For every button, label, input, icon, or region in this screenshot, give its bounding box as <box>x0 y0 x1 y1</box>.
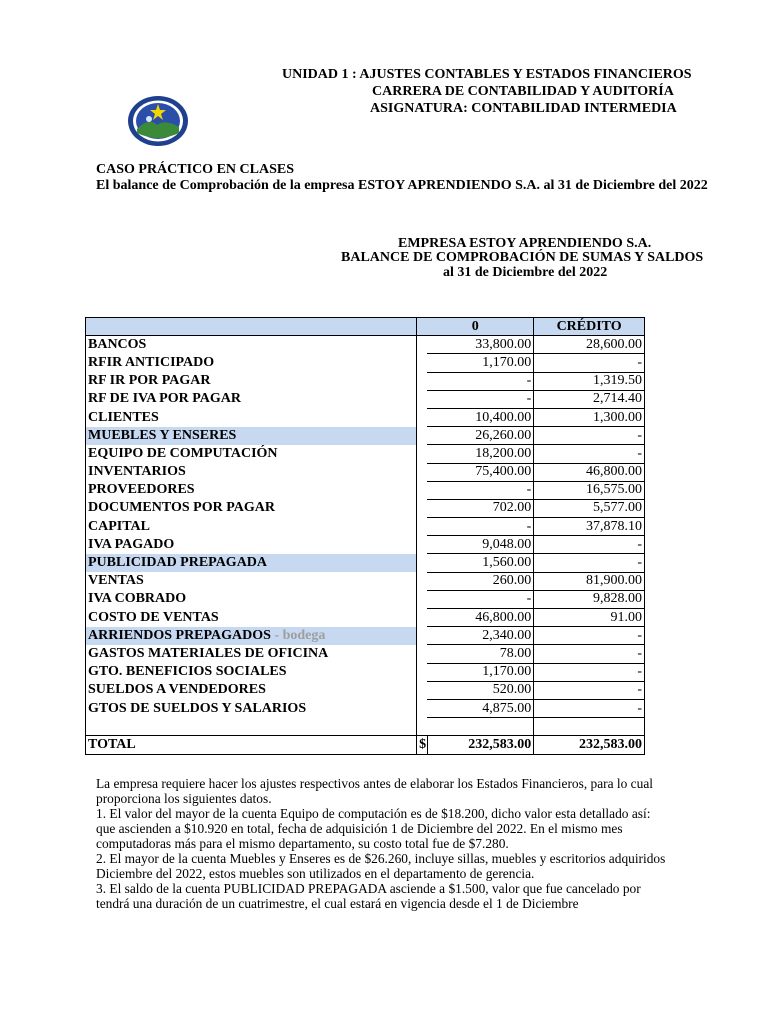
account-label: IVA COBRADO <box>88 591 187 607</box>
report-title: BALANCE DE COMPROBACIÓN DE SUMAS Y SALDOS <box>341 250 704 265</box>
account-label: INVENTARIOS <box>88 464 186 480</box>
currency-cell <box>417 572 428 590</box>
table-row <box>86 427 645 445</box>
currency-cell <box>417 427 428 445</box>
account-label: GTOS DE SUELDOS Y SALARIOS <box>88 700 307 716</box>
table-row <box>86 463 645 481</box>
account-name <box>86 518 417 536</box>
text-line: La empresa requiere hacer los ajustes respectivos antes de elaborar los Estados Financieros, para lo cual <box>96 776 653 791</box>
account-label: PUBLICIDAD PREPAGADA <box>88 555 268 571</box>
table-row <box>86 554 645 572</box>
currency-cell <box>417 445 428 463</box>
currency-cell <box>417 499 428 517</box>
table-row <box>86 609 645 627</box>
credit-cell: 1,300.00 <box>534 408 645 426</box>
text-line: 1. El valor del mayor de la cuenta Equipo de computación es de $18.200, dicho valor esta detallado así: <box>96 806 651 821</box>
table-row <box>86 663 645 681</box>
credit-cell: 81,900.00 <box>534 572 645 590</box>
currency-cell <box>417 681 428 699</box>
currency-cell <box>417 408 428 426</box>
credit-cell: - <box>534 536 645 554</box>
case-title: CASO PRÁCTICO EN CLASES <box>96 162 294 177</box>
debit-cell: 75,400.00 <box>427 463 534 481</box>
table-row <box>86 354 645 372</box>
credit-cell: - <box>534 645 645 663</box>
debit-cell: 1,560.00 <box>427 554 534 572</box>
currency-cell <box>417 354 428 372</box>
text-line: proporciona los siguientes datos. <box>96 791 272 806</box>
account-label: CAPITAL <box>88 518 150 534</box>
account-name <box>86 336 417 354</box>
account-note: - bodega <box>270 627 326 643</box>
table-row <box>86 590 645 608</box>
credit-cell: - <box>534 681 645 699</box>
account-label: RF DE IVA POR PAGAR <box>88 391 241 407</box>
credit-cell: - <box>534 354 645 372</box>
header-debit: 0 <box>417 318 534 336</box>
total-debit: 232,583.00 <box>427 736 534 754</box>
header-unit-title: UNIDAD 1 : AJUSTES CONTABLES Y ESTADOS FINANCIEROS <box>282 67 692 82</box>
account-label: COSTO DE VENTAS <box>88 609 219 625</box>
table-row <box>86 645 645 663</box>
debit-cell: 10,400.00 <box>427 408 534 426</box>
currency-cell <box>417 463 428 481</box>
account-name <box>86 645 417 663</box>
total-row <box>86 736 645 754</box>
debit-cell: 18,200.00 <box>427 445 534 463</box>
account-name <box>86 408 417 426</box>
account-name <box>86 554 417 572</box>
debit-cell: 1,170.00 <box>427 663 534 681</box>
currency-cell <box>417 536 428 554</box>
currency-cell <box>417 481 428 499</box>
account-name <box>86 590 417 608</box>
credit-cell: - <box>534 627 645 645</box>
total-label: TOTAL <box>86 736 417 754</box>
table-row <box>86 572 645 590</box>
account-label: RFIR ANTICIPADO <box>88 354 215 370</box>
trial-balance-table <box>85 317 645 755</box>
credit-cell: 2,714.40 <box>534 390 645 408</box>
account-name <box>86 463 417 481</box>
credit-cell: - <box>534 663 645 681</box>
credit-cell: 9,828.00 <box>534 590 645 608</box>
currency-cell <box>417 590 428 608</box>
account-label: IVA PAGADO <box>88 536 175 552</box>
currency-cell <box>417 645 428 663</box>
table-row <box>86 518 645 536</box>
debit-cell: 520.00 <box>427 681 534 699</box>
currency-cell <box>417 627 428 645</box>
credit-cell: 1,319.50 <box>534 372 645 390</box>
account-name <box>86 481 417 499</box>
account-name <box>86 427 417 445</box>
instructions-text <box>96 776 666 911</box>
debit-cell: - <box>427 372 534 390</box>
debit-cell: 4,875.00 <box>427 699 534 717</box>
account-name <box>86 536 417 554</box>
text-line: que ascienden a $10.920 en total, fecha de adquisición 1 de Diciembre del 2022. En el mismo mes <box>96 821 623 836</box>
total-credit: 232,583.00 <box>534 736 645 754</box>
credit-cell: 16,575.00 <box>534 481 645 499</box>
currency-cell <box>417 663 428 681</box>
debit-cell: 702.00 <box>427 499 534 517</box>
debit-cell: 2,340.00 <box>427 627 534 645</box>
credit-cell: - <box>534 554 645 572</box>
account-name <box>86 354 417 372</box>
report-date: al 31 de Diciembre del 2022 <box>443 265 608 280</box>
company-name: EMPRESA ESTOY APRENDIENDO S.A. <box>398 236 652 251</box>
credit-cell: - <box>534 427 645 445</box>
case-intro: El balance de Comprobación de la empresa ESTOY APRENDIENDO S.A. al 31 de Diciembre del 2022 <box>96 178 708 193</box>
account-label: PROVEEDORES <box>88 482 195 498</box>
account-label: GTO. BENEFICIOS SOCIALES <box>88 664 287 680</box>
currency-cell <box>417 554 428 572</box>
table-row <box>86 627 645 645</box>
account-label: EQUIPO DE COMPUTACIÓN <box>88 445 278 461</box>
debit-cell: - <box>427 590 534 608</box>
debit-cell: 1,170.00 <box>427 354 534 372</box>
account-name <box>86 609 417 627</box>
account-name <box>86 445 417 463</box>
table-row <box>86 699 645 717</box>
text-line: tendrá una duración de un cuatrimestre, el cual estará en vigencia desde el 1 de Diciembre <box>96 896 579 911</box>
table-row <box>86 499 645 517</box>
account-name <box>86 572 417 590</box>
account-name <box>86 663 417 681</box>
debit-cell: 46,800.00 <box>427 609 534 627</box>
table-row <box>86 681 645 699</box>
table-row <box>86 372 645 390</box>
header-credit: CRÉDITO <box>534 318 645 336</box>
debit-cell: 26,260.00 <box>427 427 534 445</box>
text-line: 2. El mayor de la cuenta Muebles y Enseres es de $26.260, incluye sillas, muebles y escritorios adquiridos <box>96 851 666 866</box>
credit-cell: 46,800.00 <box>534 463 645 481</box>
table-header-row <box>86 318 645 336</box>
table-row <box>86 536 645 554</box>
total-currency: $ <box>417 736 428 754</box>
debit-cell: 33,800.00 <box>427 336 534 354</box>
debit-cell: 9,048.00 <box>427 536 534 554</box>
header-career: CARRERA DE CONTABILIDAD Y AUDITORÍA <box>372 84 674 99</box>
account-name <box>86 499 417 517</box>
account-label: DOCUMENTOS POR PAGAR <box>88 500 275 516</box>
currency-cell <box>417 336 428 354</box>
account-label: MUEBLES Y ENSERES <box>88 427 237 443</box>
table-row <box>86 481 645 499</box>
debit-cell: 260.00 <box>427 572 534 590</box>
currency-cell <box>417 699 428 717</box>
account-name <box>86 372 417 390</box>
account-label: ARRIENDOS PREPAGADOS <box>88 627 271 643</box>
account-label: SUELDOS A VENDEDORES <box>88 682 266 698</box>
account-name <box>86 681 417 699</box>
credit-cell: - <box>534 699 645 717</box>
text-line: computadoras más para el mismo departamento, su costo total fue de $7.280. <box>96 836 509 851</box>
text-line: Diciembre del 2022, estos muebles son utilizados en el departamento de gerencia. <box>96 866 535 881</box>
header-subject: ASIGNATURA: CONTABILIDAD INTERMEDIA <box>370 101 677 116</box>
account-name <box>86 390 417 408</box>
table-row <box>86 408 645 426</box>
debit-cell: - <box>427 518 534 536</box>
account-label: VENTAS <box>88 573 144 589</box>
currency-cell <box>417 609 428 627</box>
table-row <box>86 445 645 463</box>
account-name <box>86 699 417 717</box>
account-label: BANCOS <box>88 337 147 353</box>
account-name <box>86 627 417 645</box>
account-label: GASTOS MATERIALES DE OFICINA <box>88 645 329 661</box>
table-row-empty <box>86 718 645 736</box>
credit-cell: 5,577.00 <box>534 499 645 517</box>
header-account <box>86 318 417 336</box>
debit-cell: - <box>427 390 534 408</box>
table-row <box>86 390 645 408</box>
credit-cell: - <box>534 445 645 463</box>
debit-cell: 78.00 <box>427 645 534 663</box>
debit-cell: - <box>427 481 534 499</box>
currency-cell <box>417 390 428 408</box>
account-label: RF IR POR PAGAR <box>88 373 211 389</box>
currency-cell <box>417 372 428 390</box>
credit-cell: 37,878.10 <box>534 518 645 536</box>
currency-cell <box>417 518 428 536</box>
university-logo <box>127 95 189 147</box>
credit-cell: 28,600.00 <box>534 336 645 354</box>
account-label: CLIENTES <box>88 409 159 425</box>
text-line: 3. El saldo de la cuenta PUBLICIDAD PREPAGADA asciende a $1.500, valor que fue cancelado por <box>96 881 641 896</box>
table-row <box>86 336 645 354</box>
credit-cell: 91.00 <box>534 609 645 627</box>
